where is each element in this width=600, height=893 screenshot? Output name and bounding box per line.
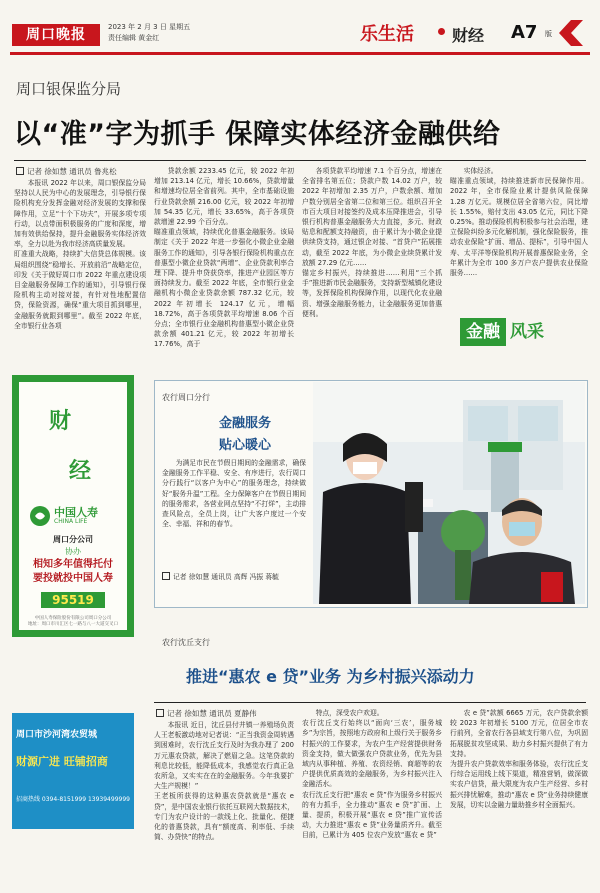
ad-panel xyxy=(19,382,127,630)
market-ad[interactable] xyxy=(12,713,134,829)
masthead-rule xyxy=(10,52,590,55)
market-ad-line2: 财源广进 旺铺招商 xyxy=(16,755,108,768)
ad-fine-print: 中国人寿保险股份有限公司周口分公司 地址：周口市川汇区七一路与八一大道交叉口 xyxy=(28,616,118,627)
story1-byline: 记者 徐如慧 通讯员 鲁兆松 xyxy=(16,166,117,177)
ad-title-cai: 财 xyxy=(49,409,72,434)
section-title: 乐生活 xyxy=(360,24,414,45)
finance-badge xyxy=(460,318,588,346)
page-suffix: 版 xyxy=(545,30,552,38)
issue-date: 2023 年 2 月 3 日 星期五 xyxy=(108,23,191,31)
subsection-title: 财经 xyxy=(452,26,485,45)
story3-rule xyxy=(154,702,586,703)
ad-title-jing: 经 xyxy=(69,459,92,484)
ad-sponsor: 协办 xyxy=(65,547,81,556)
bank-service-photo xyxy=(313,382,585,604)
paper-logo: 周口晚报 xyxy=(12,24,100,46)
ad-branch: 周口分公司 xyxy=(53,535,93,544)
market-ad-line1: 周口市沙河湾农贸城 xyxy=(16,730,98,740)
china-life-ad[interactable] xyxy=(12,375,134,637)
story3-column-1: 本报讯 近日，沈丘县付井镇一养殖场负责人王老板激动地对记者说：“正当我资金周转遇到困难时，农行沈丘支行及时为我办理了 200 万元惠农贷款，解决了燃眉之急。这笔贷款的利息比较低，能降低成本，我感觉农行真正急农所急，又实实在在的金融服务。今年我要扩大生产规模！” 王老板所获得的这种惠农贷款就是“惠农 e 贷”，是中国农业银行依托互联网大数据技术，专门为农户设计的一款线上化、批量化、便捷化的普惠贷款，具有“额度高、利率低、手续简、办贷快”的特点。 xyxy=(154,721,294,842)
story2-body: 为满足市民在节假日期间的金融需求，确保金融服务工作平稳、安全、有序进行，农行周口分行践行“以客户为中心”的服务理念，持续做好“服务升温”工程。全力保障客户在节假日期间的服务需求，各营业网点坚持“不打烊”，主动排查风险点，全员上岗，让广大客户度过一个安全、幸福、祥和的春节。 xyxy=(162,459,306,529)
editor-line: 责任编辑 黄金红 xyxy=(108,34,160,42)
story3-column-2: 特点，深受农户欢迎。 农行沈丘支行始终以“面向‘三农’，服务城乡”为宗旨，按照地方政府和上级行关于服务乡村振兴的工作要求，为农户生产经营提供财务资金支持，做大做强农户贷款业务，优先为县域内从事种植、养殖、农资经销、商超等的农户提供优质高效的金融服务，为乡村振兴注入金融活水。 农行沈丘支行把“惠农 e 贷”作为服务乡村振兴的有力抓手，全力推动“惠农 e 贷”扩面、上量、提质，积极开展“惠农 e 贷”推广宣传活动，大力推进“惠农 e 贷”业务量质齐升。截至目前，已累计为 405 位农户发放“惠农 e 贷” xyxy=(302,709,442,840)
brand-cn: 中国人寿 xyxy=(54,506,98,519)
ad-slogan: 相知多年值得托付 要投就投中国人寿 xyxy=(33,559,113,584)
byline-box-icon xyxy=(162,572,170,580)
story3-byline: 记者 徐如慧 通讯员 夏静伟 xyxy=(156,708,257,719)
story1-column-3: 各项贷款平均增速 7.1 个百分点，增速在全省排名第五位；贷款户数 14.02 万户，较 2022 年初增加 2.35 万户，户数余额、增加户数分别居全省第二位和第三位。组织召开全市百大项目对接签约及成本压降推进会，引导银行机构普惠金融服务大力直接，多元、财政贴息和配额支持融资，由于累计为小微企业提供续贷支持，通过银企对接、“首贷户”拓展推动，截至 2022 年底，为小微企业续贷累计发放额 27.29 亿元…… 锚定乡村振兴，持续推进……利用“三个抓手”推进新市民金融服务，支持新型城镇化建设等，发挥保险机构保障作用，以现代化农业融资、增强金融服务能力，让金融服务更加普惠便利。 xyxy=(302,167,442,318)
story2-byline: 记者 徐如慧 通讯员 高辉 冯振 蒋毓 xyxy=(162,572,306,596)
brand-en: CHINA LIFE xyxy=(54,518,88,525)
china-life-logo xyxy=(29,502,115,530)
story3-tag: 农行沈丘支行 xyxy=(162,638,210,647)
story1-headline: 以“准”字为抓手 保障实体经济金融供给 xyxy=(14,119,501,150)
section-dot xyxy=(438,28,445,35)
story2-tag: 农行周口分行 xyxy=(162,393,210,402)
story2-headline: 金融服务 贴心暖心 xyxy=(218,416,271,453)
story3-headline: 推进“惠农 e 贷”业务 为乡村振兴添动力 xyxy=(186,667,475,686)
finance-badge-right: 风采 xyxy=(510,322,544,342)
story1-column-2: 贷款余额 2233.45 亿元，较 2022 年初增加 213.14 亿元，增长 10.66%，贷款增量和增速均位居全省前列。其中，全市基础设施行业贷款余额 216.00 亿元，较 2022 年初增加 54.35 亿元，增长 33.65%，高于各项贷款增速 22.99 个百分点。 瞄准重点领域，持续优化普惠金融服务。该局制定《关于 2022 年进一步强化小微企业金融服务工作的通知》，引导各银行保险机构重点在普惠型小微企业贷款“两增”、企业贷款利率合理下降、提升申贷获贷率，推进产业园区等方面持续发力。截至 2022 年底，全市银行业金融机构小微企业贷款余额 787.32 亿元，较 2022 年初增长 124.17 亿元，增幅 18.72%，高于各项贷款平均增速 8.06 个百分点；全市银行业金融机构普惠型小微企业贷款余额 401.21 亿元，较 2022 年初增长 17.76%，高于 xyxy=(154,167,294,349)
byline-box-icon xyxy=(16,167,24,175)
story1-kicker: 周口银保监分局 xyxy=(16,80,122,98)
ad-phone: 95519 xyxy=(41,592,105,608)
byline-box-icon xyxy=(156,709,164,717)
story3-column-3: 农 e 贷”款额 6665 万元，农户贷款余额较 2023 年初增长 5100 万元，位居全市农行前列，全省农行各县域支行第八位，为巩固拓展脱贫攻坚成果、助力乡村振兴提供了有力支持。 为提升农户贷款效率和服务体验，农行沈丘支行综合运用线上线下渠道，精准营销，做深做实农户信贷，最大限度为农户生产经营、乡村振兴排忧解难，推动“惠农 e 贷”业务持续健康发展，切实以金融力量助推乡村全面振兴。 xyxy=(450,709,588,809)
page-number: A7 xyxy=(511,22,538,43)
story1-column-1: 本报讯 2022 年以来，周口银保监分局坚持以人民为中心的发展理念，引导银行保险机构充分发挥金融对经济发展的支撑和保障作用，立足“十个下功夫”，开展多项专项行动，以点带面积极服务的广度和深度，增加有效供给保持，提升金融服务实体经济效率，全力以赴为我市经济高质量发展。 盯准重大战略，持续扩大信贷总体规模。该局组织围绕“稳增长、开放前沿”战略定位，印发《关于做好周口市 2022 年重点建设项目金融服务保障工作的通知》，引导银行保险机构主动对接对接，有针对性地配置信贷，保险资源，确保“重大项目抓到哪里，金融服务就跟到哪里”。截至 2022 年底，全市银行业各项 xyxy=(14,179,146,330)
china-life-emblem-icon xyxy=(29,505,51,527)
finance-badge-left: 金融 xyxy=(460,318,506,346)
story1-column-4: 实体经济。 瞄准重点领域，持续推进新市民保障作用。2022 年，全市保险业累计提供风险保障 1.28 万亿元。规模位居全省第六位，同比增长 1.55%，赔付支出 43.05 亿元，同比下降 0.25%。推动保险机构积极参与社会治理，建立保险纠纷多元化解机制，强化保险服务，推动农业保险“扩面、增品、提标”，引导中国人寿、太平洋等保险机构开展普惠保险业务，全年累计为全市 100 多万户农户提供农业保险服务…… xyxy=(450,167,588,278)
story1-rule xyxy=(14,160,586,161)
market-ad-line3: 招商热线 0394-8151999 13939499999 xyxy=(16,796,130,803)
chevron-left-icon xyxy=(559,20,583,46)
issue-info xyxy=(108,22,190,44)
